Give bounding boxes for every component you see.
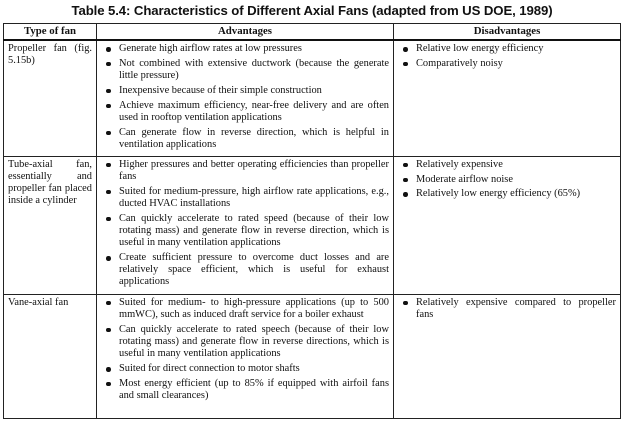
table-title: Table 5.4: Characteristics of Different Axial Fans (adapted from US DOE, 1989) <box>71 3 553 18</box>
header-advantages: Advantages <box>97 24 394 41</box>
disadvantages-list <box>398 159 616 201</box>
list-item: Achieve maximum efficiency, near-free delivery and are often used in rooftop ventilation applications <box>101 100 389 124</box>
list-item: Create sufficient pressure to overcome duct losses and are relatively space efficient, which is useful for exhaust applications <box>101 252 389 289</box>
list-item: Can quickly accelerate to rated speech (because of their low rotating mass) and generate flow in reverse directions, which is useful in many ventilation applications <box>101 324 389 361</box>
fan-type-cell: Tube-axial fan, essentially and propeller fan placed inside a cylinder <box>4 156 97 294</box>
header-disadvantages: Disadvantages <box>394 24 621 41</box>
disadvantages-cell <box>394 156 621 294</box>
advantages-cell <box>97 40 394 156</box>
disadvantages-list <box>398 43 616 70</box>
list-item: Suited for direct connection to motor shafts <box>101 363 389 375</box>
fan-type-cell: Propeller fan (fig. 5.15b) <box>4 40 97 156</box>
fan-type-cell: Vane-axial fan <box>4 294 97 418</box>
list-item: Relatively expensive compared to propeller fans <box>398 297 616 321</box>
header-row <box>4 24 621 41</box>
axial-fans-table <box>3 23 621 419</box>
disadvantages-cell <box>394 294 621 418</box>
header-type-of-fan: Type of fan <box>4 24 97 41</box>
table-row-vane-axial-fan <box>4 294 621 418</box>
list-item: Moderate airflow noise <box>398 174 616 186</box>
advantages-list <box>101 159 389 289</box>
disadvantages-list <box>398 297 616 321</box>
list-item: Comparatively noisy <box>398 58 616 70</box>
list-item: Relatively expensive <box>398 159 616 171</box>
list-item: Higher pressures and better operating efficiencies than propeller fans <box>101 159 389 183</box>
list-item: Inexpensive because of their simple construction <box>101 85 389 97</box>
list-item: Can quickly accelerate to rated speed (because of their low rotating mass) and generate flow in reverse direction, which is useful in many ventilation applications <box>101 213 389 250</box>
list-item: Suited for medium- to high-pressure applications (up to 500 mmWC), such as induced draft service for a boiler exhaust <box>101 297 389 321</box>
list-item: Can generate flow in reverse direction, which is helpful in ventilation applications <box>101 127 389 151</box>
list-item: Not combined with extensive ductwork (because the generate little pressure) <box>101 58 389 82</box>
table-row-tube-axial-fan <box>4 156 621 294</box>
list-item: Generate high airflow rates at low pressures <box>101 43 389 55</box>
advantages-list <box>101 43 389 151</box>
table-row-propeller-fan <box>4 40 621 156</box>
disadvantages-cell <box>394 40 621 156</box>
advantages-cell <box>97 156 394 294</box>
list-item: Relatively low energy efficiency (65%) <box>398 188 616 200</box>
list-item: Relative low energy efficiency <box>398 43 616 55</box>
advantages-cell <box>97 294 394 418</box>
list-item: Suited for medium-pressure, high airflow rate applications, e.g., ducted HVAC installations <box>101 186 389 210</box>
advantages-list <box>101 297 389 402</box>
list-item: Most energy efficient (up to 85% if equipped with airfoil fans and small clearances) <box>101 378 389 402</box>
